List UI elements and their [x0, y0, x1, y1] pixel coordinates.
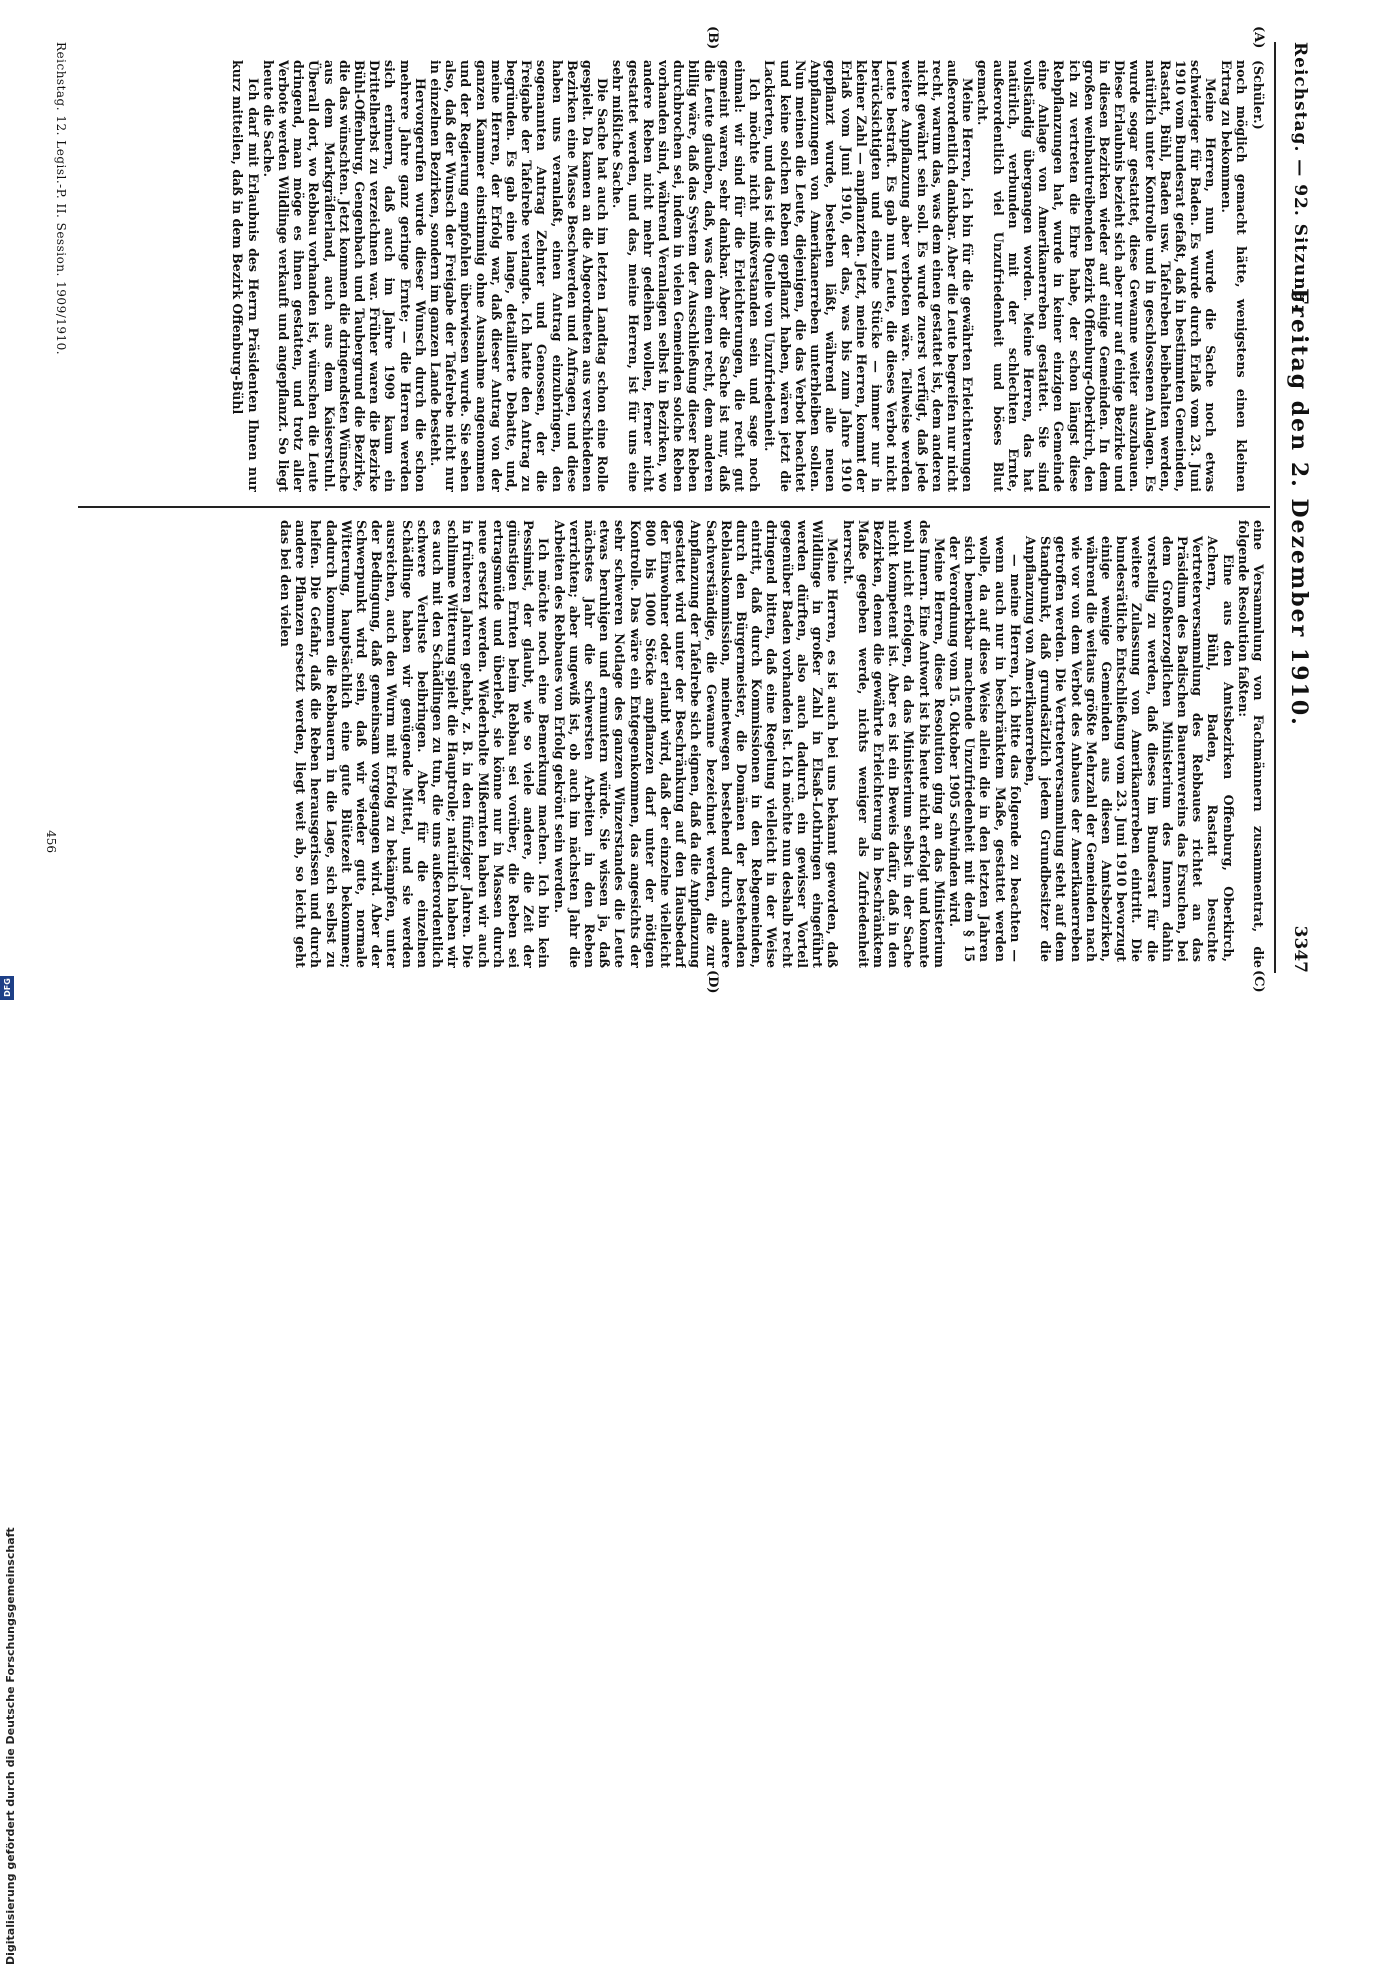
- speaker-label: (Schüler.): [1251, 60, 1266, 130]
- paragraph: Ich möchte nicht mißverstanden sein und sage noch einmal: wir sind für die Erleichterungen, die recht gut gemeint waren, sehr dankbar. Aber die Sache ist nur, daß die Leute glauben, daß, was dem einen recht, dem anderen billig wäre, daß das System der Ausschließung dieser Reben durchbrochen sei, indem in vielen Gemeinden solche Reben vorhanden sind, während Veranlagen selbst in Bezirken, wo andere Reben nicht mehr gedeihen wollen, ferner nicht gestattet werden, und das, meine Herren, ist für uns eine sehr mißliche Sache.: [610, 60, 763, 492]
- resolution-paragraph: — meine Herren, ich bitte das folgende zu beachten — wenn auch nur in beschränktem Maße, gestattet werden wolle, da auf diese Weise allein die in den letzten Jahren sich bemerkbar machende Unzufriedenheit mit dem § 15 der Verordnung vom 15. Oktober 1905 schwinden wird.: [946, 536, 1023, 962]
- header-session: Reichstag. — 92. Sitzung.: [1290, 42, 1310, 311]
- header-page-number: 3347: [1290, 925, 1310, 973]
- resolution-paragraph: Eine aus den Amtsbezirken Offenburg, Oberkirch, Achern, Bühl, Baden, Rastatt besuchte Vertreterversammlung des Rebbaues richtet an das Präsidium des Badischen Bauernvereins das Ersuchen, bei dem Großherzoglichen Ministerium des Innern dahin vorstellig zu werden, daß dieses im Bundesrat für die weitere Zulassung von Amerikanerreben eintritt. Die bundesrätliche Entschließung vom 23. Juni 1910 bevorzugt einige wenige Gemeinden aus diesen Amtsbezirken, während die weitaus größte Mehrzahl der Gemeinden nach wie vor von dem Verbot des Anbaues der Amerikanerreben getroffen werden. Die Vertreterversammlung steht auf dem Standpunkt, daß grundsätzlich jedem Grundbesitzer die Anpflanzung von Amerikanerreben,: [1022, 536, 1236, 962]
- paragraph: Ich darf mit Erlaubnis des Herrn Präsidenten Ihnen nur kurz mitteilen, daß in dem Bezirk Offenburg-Bühl: [230, 60, 261, 492]
- paragraph: Meine Herren, nun wurde die Sache noch etwas schwieriger für Baden. Es wurde durch Erlaß vom 23. Juni 1910 vom Bundesrat gefaßt, daß in bestimmten Gemeinden, Rastatt, Bühl, Baden usw. Tafelreben beibehalten werden, natürlich unter Kontrolle und in geschlossenen Anlagen. Es wurde sogar gestattet, diese Gewanne weiter auszubauen. Diese Erlaubnis bezieht sich aber nur auf einige Bezirke und in diesen Bezirken wieder auf einige Gemeinden. In dem großen weinbautreibenden Bezirk Offenburg-Oberkirch, den ich zu vertreten die Ehre habe, der schon längst diese Rebpflanzungen hat, wurde in keiner einzigen Gemeinde eine Anlage von Amerikanerreben gestattet. Sie sind vollständig übergangen worden. Meine Herren, das hat natürlich, verbunden mit der schlechten Ernte, außerordentlich viel Unzufriedenheit und böses Blut gemacht.: [975, 60, 1219, 492]
- margin-marker-c: (C): [1251, 970, 1266, 993]
- margin-marker-d: (D): [705, 970, 720, 994]
- page-footer: [40, 42, 74, 973]
- margin-marker-a: (A): [1251, 26, 1266, 49]
- paragraph: eine Versammlung von Fachmännern zusammentrat, die folgende Resolution faßten:: [1235, 520, 1266, 968]
- dfg-logo: [0, 976, 14, 1000]
- resolution-quote: [947, 520, 1236, 968]
- paragraph: Meine Herren, ich bin für die gewährten Erleichterungen außerordentlich dankbar. Aber die Leute begreifen nur nicht recht, warum das, was dem einen gestattet ist, dem anderen nicht gewährt sein soll. Es wurde zuerst verfügt, daß jede weitere Anpflanzung aber verboten wäre. Teilweise werden Leute bestraft. Es gab nun Leute, die dieses Verbot nicht berücksichtigten und einzelne Stücke — immer nur in kleiner Zahl — anpflanzten. Jetzt, meine Herren, kommt der Erlaß vom Juni 1910, der das, was bis zum Jahre 1910 gepflanzt wurde, bestehen läßt, während alle neuen Anpflanzungen von Amerikanerreben unterbleiben sollen. Nun meinen die Leute, diejenigen, die das Verbot beachtet und keine solchen Reben gepflanzt haben, wären jetzt die Lackierten, und das ist die Quelle von Unzufriedenheit.: [762, 60, 976, 492]
- paragraph: Ich möchte noch eine Bemerkung machen. Ich bin kein Pessimist, der glaubt, wie so viele andere, die Zeit der günstigen Ernten beim Rebbau sei vorüber, die Reben sei ertragsmüde und überlebt, sie könne nur in Massen durch neue ersetzt werden. Wiederholte Mißernten haben wir auch in früheren Jahren gehabt, z. B. in den fünfziger Jahren. Die schlimme Witterung spielt die Hauptrolle; natürlich haben wir es auch mit den Schädlingen zu tun, die uns außerordentlich schwere Verluste beibringen. Aber für die einzelnen Schädlinge haben wir genügende Mittel, und sie werden ausreichen, auch den Wurm mit Erfolg zu bekämpfen, unter der Bedingung, daß gemeinsam vorgegangen wird. Aber der Schwerpunkt wird sein, daß wir wieder gute, normale Witterung, hauptsächlich eine gute Blütezeit bekommen; dadurch kommen die Rebbauern in die Lage, sich selbst zu helfen. Die Gefahr, daß die Reben herausgerissen und durch andere Pflanzen ersetzt werden, liegt weit ab, so leicht geht das bei den vielen: [278, 520, 552, 968]
- credit-text: Digitalisierung gefördert durch die Deutsche Forschungsgemeinschaft: [4, 1527, 17, 1965]
- left-column: [86, 60, 1266, 492]
- dfg-logo-text: DFG: [2, 978, 12, 997]
- paragraph: noch möglich gemacht hätte, wenigstens einen kleinen Ertrag zu bekommen.: [1218, 60, 1249, 492]
- document-page: [30, 20, 1320, 995]
- page-header: [1274, 42, 1314, 973]
- footer-publication: Reichstag. 12. Legisl.-P. II. Session. 1909/1910.: [54, 42, 68, 356]
- header-rule: [1274, 42, 1276, 973]
- margin-marker-b: (B): [705, 26, 720, 50]
- column-divider: [78, 506, 1270, 508]
- right-column: [86, 520, 1266, 968]
- footer-page-number: 456: [44, 830, 58, 853]
- header-date: Freitag den 2. Dezember 1910.: [1286, 288, 1312, 727]
- digitization-credit: [2, 0, 18, 1965]
- paragraph: Meine Herren, diese Resolution ging an das Ministerium des Innern. Eine Antwort ist bis heute nicht erfolgt und konnte wohl nicht erfolgen, da das Ministerium selbst in der Sache nicht kompetent ist. Aber es ist ein Beweis dafür, daß in den Bezirken, denen die gewährte Erleichterung in beschränktem Maße gegeben werde, nichts weniger als Zufriedenheit herrscht.: [840, 520, 947, 968]
- paragraph: Die Sache hat auch im letzten Landtag schon eine Rolle gespielt. Da kamen an die Abgeordneten aus verschiedenen Bezirken eine Masse Beschwerden und Anfragen, und diese haben uns veranlaßt, einen Antrag einzubringen, den sogenannten Antrag Zehnter und Genossen, der die Freigabe der Tafelrebe verlangte. Ich hatte den Antrag zu begründen. Es gab eine lange, detaillierte Debatte, und, meine Herren, der Erfolg war, daß dieser Antrag von der ganzen Kammer einstimmig ohne Ausnahme angenommen und der Regierung empfohlen überwiesen wurde. Sie sehen also, daß der Wunsch der Freigabe der Tafelrebe nicht nur in einzelnen Bezirken, sondern im ganzen Lande besteht.: [428, 60, 611, 492]
- paragraph: Meine Herren, es ist auch bei uns bekannt geworden, daß Wildlinge in großer Zahl in Elsaß-Lothringen eingeführt werden dürften, also auch dadurch ein gewisser Vorteil gegenüber Baden vorhanden ist. Ich möchte nun deshalb recht dringend bitten, daß eine Regelung vielleicht in der Weise eintritt, daß durch Kommissionen in den Rebgemeinden, durch den Bürgermeister, die Domänen der bestehenden Reblauskommission, meinetwegen bestehend durch andere Sachverständige, die Gewanne bezeichnet werden, die zur Anpflanzung der Tafelrebe sich eignen, daß da die Anpflanzung gestattet wird unter der Beschränkung auf den Hausbedarf der Einwohner oder erlaubt wird, daß der einzelne vielleicht 800 bis 1000 Stöcke anpflanzen darf unter der nötigen Kontrolle. Das wäre ein Entgegenkommen, das angesichts der sehr schweren Notlage des ganzen Winzerstandes die Leute etwas beruhigen und ermuntern würde. Sie wissen ja, daß nächstes Jahr die schwersten Arbeiten in den Reben verrichten; aber ungewiß ist, ob auch im nächsten Jahr die Arbeiten des Rebbaues von Erfolg gekrönt sein werden.: [551, 520, 841, 968]
- paragraph: Hervorgerufen wurde dieser Wunsch durch die schon mehrere Jahre ganz geringe Ernte; — die Herren werden sich erinnern, daß auch im Jahre 1909 kaum ein Drittelherbst zu verzeichnen war. Früher waren die Bezirke Bühl-Offenburg, Gengenbach und Taubergrund die Bezirke, die das wünschten. Jetzt kommen die dringendsten Wünsche aus dem Markgräflerland, auch aus dem Kaiserstuhl. Überall dort, wo Rebbau vorhanden ist, wünschen die Leute dringend, man möge es ihnen gestatten, und trotz aller Verbote werden Wildlinge verkauft und angepflanzt. So liegt heute die Sache.: [260, 60, 428, 492]
